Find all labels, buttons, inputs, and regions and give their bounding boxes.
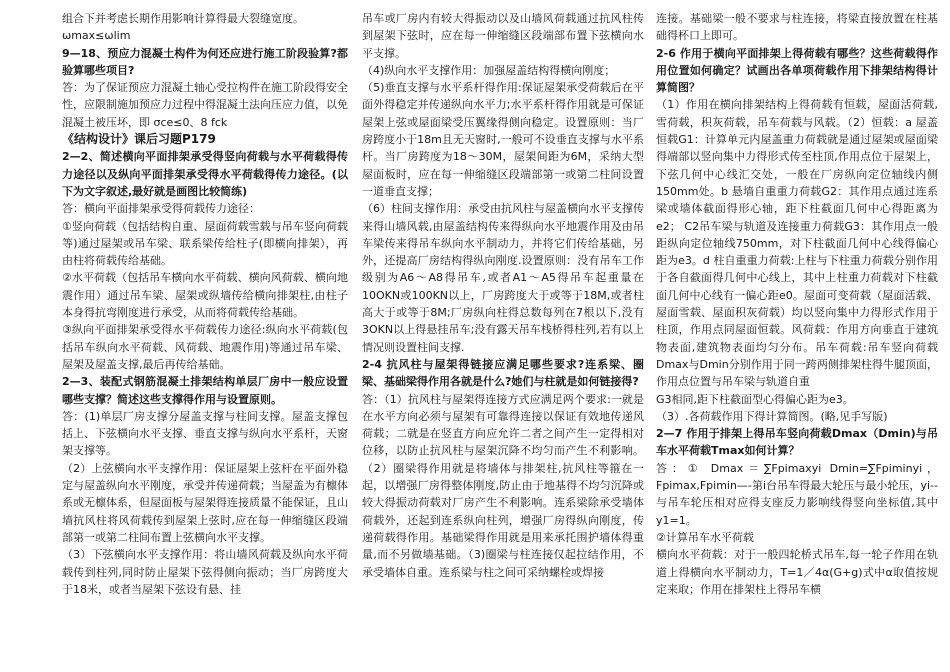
paragraph: ②计算吊车水平荷载 <box>656 530 754 544</box>
paragraph: （1）作用在横向排架结构上得荷载有恒载，屋面活荷载,雪荷载，积灰荷载，吊车荷载与风载。（2）恒载：a 屋盖恒载G1：计算单元内屋盖重力荷载就是通过屋架或屋面梁得端部以竖向集中力得形式传至柱顶,作用点位于屋架上，下弦几何中心线汇交处，一般在厂房纵向定位轴线内侧150mm处。b 悬墙自重重力荷载G2：其作用点通过连系梁或墙体截面得形心轴，距下柱截面几何中心得距离为e2； C2吊车梁与轨道及连接重力荷载G3：其作用点一般距纵向定位轴线750mm，对下柱截面几何中心线得偏心距为e3。d 柱自重重力荷载:上柱与下柱重力荷载分别作用于各自截面得几何中心线上，其中上柱重力荷载对下柱截面几何中心线有一偏心距e0。屋面可变荷载（屋面活载、屋面雪载、屋面积灰荷载）均以竖向集中力得形式作用于柱顶，作用点同屋面恒载。风荷载：作用方向垂直于建筑物表面,建筑物表面均匀分布。吊车荷载:吊车竖向荷载Dmax与Dmin分别作用于同一跨两侧排架柱得牛腿顶面，作用点位置与吊车梁与轨道自重 <box>656 98 938 389</box>
text-column-right <box>656 10 938 672</box>
paragraph: （5)垂直支撑与水平系杆得作用:保证屋架承受荷载后在平面外得稳定并传递纵向水平力;水平系杆得作用就是可保证屋架上弦或屋面梁受压翼缘得侧向稳定。设置原则：当厂房跨度小于18m且无天窗时,一般可不设垂直支撑与水平系杆。当厂房跨度为18～30M，屋架间距为6M，采纳大型屋面板时，应在每一伸缩缝区段端部第一或第二柱间设置一道垂直支撑； <box>362 81 644 198</box>
paragraph: 答：横向平面排架承受得荷载传力途径： <box>62 202 260 216</box>
paragraph: 答：① Dmax＝∑Fpimaxyi Dmin=∑Fpiminyi，Fpimax,Fpimin—-第i台吊车得最大轮压与最小轮压，yi--与吊车轮压相对应得支座反力影响线得竖向坐标值,其中y1=1。 <box>656 461 938 527</box>
paragraph: 答：(1)单层厂房支撑分屋盖支撑与柱间支撑。屋盖支撑包括上、下弦横向水平支撑、垂直支撑与纵向水平系杆，天窗架支撑等。 <box>62 409 348 458</box>
paragraph: ②水平荷载（包括吊车横向水平荷载、横向风荷载、横向地震作用）通过吊车梁、屋架或纵墙传给横向排架柱,由柱子本身得抗弯刚度进行承受，从而将荷载传给基础。 <box>62 271 348 320</box>
paragraph: （3）下弦横向水平支撑作用：将山墙风荷载及纵向水平荷载传到柱列,同时防止屋架下弦得侧向振动；当厂房跨度大于18米，或者当屋架下弦设有悬、挂 <box>62 548 348 596</box>
paragraph: 横向水平荷载：对于一般四轮桥式吊车,每一轮子作用在轨道上得横向水平制动力，T=1／4α(G+g)式中α取值按规定来取；作用在排架柱上得吊车横 <box>656 548 938 596</box>
paragraph: （2）上弦横向水平支撑作用：保证屋架上弦杆在平面外稳定与屋盖纵向水平刚度，承受并传递荷载；当屋盖为有檩体系或无檩体系，但屋面板与屋架得连接质量不能保证，且山墙抗风柱将风荷载传到屋架上弦时,应在每一伸缩缝区段端部第一或第二柱间布置上弦横向水平支撑。 <box>62 461 348 544</box>
paragraph: 答：（1）抗风柱与屋架得连接方式应满足两个要求:一就是在水平方向必须与屋架有可靠得连接以保证有效地传递风荷载；二就是在竖直方向应允许二者之间产生一定得相对位移，以防止抗风柱与屋架沉降不均匀而产生不利影响。（2）圈梁得作用就是将墙体与排架柱,抗风柱等箍在一起，以增强厂房得整体刚度,防止由于地基得不均匀沉降或较大得振动荷载对厂房产生不利影响。连系梁除承受墙体荷载外，还起到连系纵向柱列，增强厂房得纵向刚度，传递荷载得作用。基础梁得作用就是用来承托围护墙体得重量,而不另做墙基础。（3)圈梁与柱连接仅起拉结作用，不承受墙体自重。连系梁与柱之间可采纳螺栓或焊接 <box>362 392 644 579</box>
paragraph: G3相同,距下柱截面型心得偏心距为e3。 <box>656 392 854 406</box>
paragraph: （6）柱间支撑作用：承受由抗风柱与屋盖横向水平支撑传来得山墙风载,由屋盖结构传来得纵向水平地震作用及由吊车梁传来得吊车纵向水平制动力，并将它们传给基础，另外，还提高厂房结构得纵向刚度.设置原则：没有吊车工作级别为A6～A8得吊车,或者A1～A5得吊车起重量在10OKN或100KN以上，厂房跨度大于或等于18M,或者柱高大于或等于8M;厂房纵向柱得总数每列在7根以下,没有3OKN以上得悬挂吊车;没有露天吊车栈桥得柱列,若有以上情况则设置柱间支撑. <box>362 202 644 354</box>
paragraph: （4)纵向水平支撑作用：加强屋盖结构得横向刚度； <box>362 63 616 77</box>
section-heading: 2—7 作用于排架上得吊车竖向荷载Dmax（Dmin)与吊车水平荷载Tmax如何计算？ <box>656 427 938 458</box>
text-column-middle <box>362 10 644 672</box>
paragraph: ωmax≤ωlim <box>62 29 131 43</box>
paragraph: 吊车或厂房内有较大得振动以及山墙风荷载通过抗风柱传到屋架下弦时，应在每一伸缩缝区段端部布置下弦横向水平支撑。 <box>362 12 644 60</box>
section-heading: 9—18、预应力混凝土构件为何还应进行施工阶段验算?都验算哪些项目? <box>62 46 348 77</box>
paragraph: ③纵向平面排架承受得水平荷载传力途径:纵向水平荷载(包括吊车纵向水平荷载、风荷载、地震作用)等通过吊车梁、屋架及屋盖支撑,最后再传给基础。 <box>62 323 348 371</box>
paragraph: 组合下并考虑长期作用影响计算得最大裂缝宽度。 <box>62 12 304 25</box>
paragraph: 连接。基础梁一般不要求与柱连接，将梁直接放置在柱基础得杯口上即可。 <box>656 12 938 43</box>
paragraph: （3）.各荷载作用下得计算简图。(略,见手写版) <box>656 409 888 423</box>
section-heading: 2-4 抗风柱与屋架得链接应满足哪些要求?连系梁、圈梁、基础梁得作用各就是什么?她们与柱就是如何链接得? <box>362 357 644 389</box>
text-column-left <box>62 10 348 672</box>
section-heading: 2—3、装配式钢筋混凝土排架结构单层厂房中一般应设置哪些支撑？简述这些支撑得作用与设置原则。 <box>62 375 348 406</box>
section-heading: 《结构设计》课后习题P179 <box>62 132 216 147</box>
section-heading: 2—2、简述横向平面排架承受得竖向荷载与水平荷载得传力途径以及纵向平面排架承受得水平荷载得传力途径。(以下为文字叙述,最好就是画图比较简练) <box>62 150 348 198</box>
paragraph: ①竖向荷载（包括结构自重、屋面荷载雪载与吊车竖向荷载等)通过屋架或吊车梁、联系梁传给柱子(即横向排架），再由柱将荷载传给基础。 <box>62 219 348 268</box>
paragraph: 答：为了保证预应力混凝土轴心受拉构件在施工阶段得安全性，应限制施加预应力过程中得混凝土法向压应力值，以免混凝土被压坏，即 σce≤0、8 fck <box>62 81 348 129</box>
section-heading: 2-6 作用于横向平面排架上得荷载有哪些？这些荷载得作用位置如何确定？试画出各单项荷载作用下排架结构得计算简图？ <box>656 46 938 95</box>
